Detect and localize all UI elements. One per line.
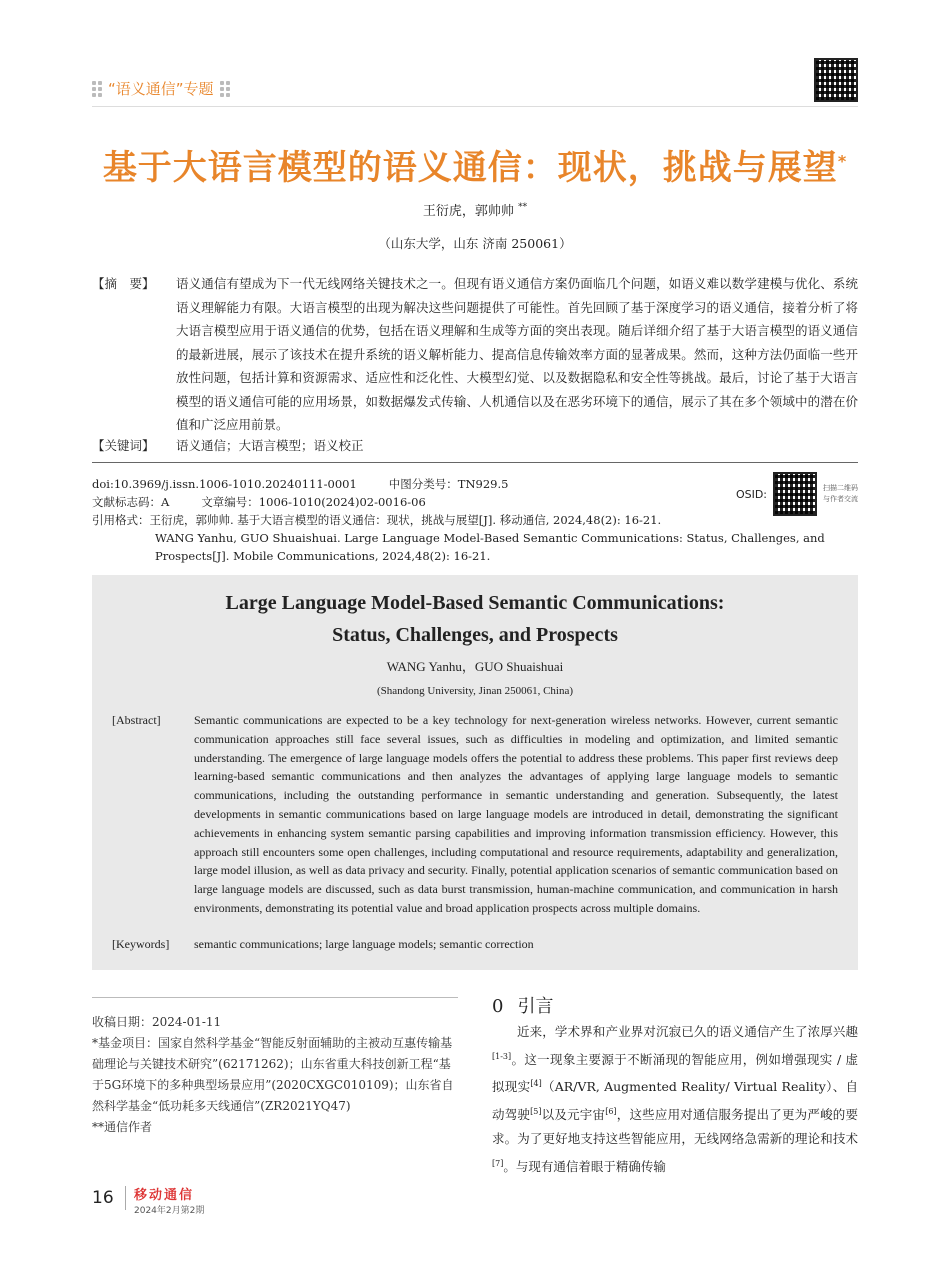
english-abstract-label: [Abstract] <box>112 713 161 727</box>
column-tag <box>92 78 230 99</box>
received-date: 收稿日期：2024-01-11 <box>92 1015 222 1029</box>
english-affiliation: (Shandong University, Jinan 250061, China) <box>376 685 574 697</box>
authors: 王衍虎，郭帅帅 ** <box>422 202 528 219</box>
citation-ref[interactable]: [4] <box>530 1079 542 1089</box>
page-title: 基于大语言模型的语义通信：现状，挑战与展望* <box>102 148 848 188</box>
doi[interactable]: doi:10.3969/j.issn.1006-1010.20240111-0001 <box>92 477 357 491</box>
english-keywords <box>112 935 838 954</box>
citation-cn: 引用格式：王衍虎，郭帅帅. 基于大语言模型的语义通信：现状，挑战与展望[J]. 移动通信, 2024,48(2): 16-21. <box>92 513 662 527</box>
footnotes <box>92 1012 458 1138</box>
osid-note-2: 与作者交流 <box>823 495 858 503</box>
page-number: 16 <box>92 1188 114 1208</box>
journal-logo <box>134 1184 204 1216</box>
abstract-cn-text: 语义通信有望成为下一代无线网络关键技术之一。但现有语义通信方案仍面临几个问题，如语义难以数学建模与优化、系统语义理解能力有限。大语言模型的出现为解决这些问题提供了可能性。首先回顾了基于深度学习的语义通信，接着分析了将大语言模型应用于语义通信的优势，包括在语义理解和生成等方面的突出表现。随后详细介绍了基于大语言模型的语义通信的最新进展，展示了该技术在提升系统的语义解析能力、提高信息传输效率方面的显著成果。然而，这种方法仍面临一些开放性问题，包括计算和资源需求、适应性和泛化性、大模型幻觉、以及数据隐私和安全性等挑战。最后，讨论了基于大语言模型的语义通信可能的应用场景，如数据爆发式传输、人机通信以及在恶劣环境下的通信，展示了其在多个领域中的潜在价值和广泛应用前景。 <box>176 276 858 432</box>
citation-ref[interactable]: [6] <box>605 1106 617 1116</box>
intro-paragraph: 近来，学术界和产业界对沉寂已久的语义通信产生了浓厚兴趣[1-3]。这一现象主要源于不断涌现的智能应用，例如增强现实 / 虚拟现实[4]（AR/VR, Augmented Reality/ Virtual Reality）、自动驾驶[5]以及元宇宙[6]，这些应用对通信服务提出了更为严峻的要求。为了更好地支持这些智能应用，无线网络急需新的理论和技术[7]。与现有通信着眼于精确传输 <box>492 1024 858 1175</box>
dots-icon <box>220 81 230 97</box>
english-keywords-label: [Keywords] <box>112 937 170 951</box>
citation-en: WANG Yanhu, GUO Shuaishuai. Large Language Model-Based Semantic Communications: Status, Challenges, and Prospects[J]. Mobile Communications, 2024,48(2): 16-21. <box>155 531 825 563</box>
citation-ref[interactable]: [7] <box>492 1158 504 1168</box>
english-authors: WANG Yanhu，GUO Shuaishuai <box>386 659 564 674</box>
doc-code: 文献标志码：A <box>92 495 170 509</box>
column-tag-text: “语义通信”专题 <box>108 80 214 98</box>
osid-qr-icon[interactable] <box>773 472 817 516</box>
meta-line-2 <box>92 493 426 511</box>
corresponding-note: **通信作者 <box>92 1120 153 1134</box>
journal-issue: 2024年2月第2期 <box>134 1206 205 1216</box>
english-title: Large Language Model-Based Semantic Communications: Status, Challenges, and Prospects <box>225 592 725 646</box>
footnote-divider <box>92 997 458 998</box>
keywords-cn-label: 【关键词】 <box>92 438 155 453</box>
keywords-cn <box>92 434 858 458</box>
journal-name: 移动通信 <box>134 1188 195 1203</box>
fund-note: *基金项目：国家自然科学基金“智能反射面辅助的主被动互惠传输基础理论与关键技术研究”(62171262)；山东省重大科技创新工程“基于5G环境下的多种典型场景应用”(2020CXGC010109)；山东省自然科学基金“低功耗多天线通信”(ZR2021YQ47) <box>92 1036 454 1113</box>
affiliation: （山东大学，山东 济南 250061） <box>378 236 572 251</box>
keywords-cn-text: 语义通信；大语言模型；语义校正 <box>176 438 364 453</box>
citation-ref[interactable]: [5] <box>530 1106 542 1116</box>
header-divider <box>92 106 858 107</box>
section-heading: 0 引言 <box>492 996 554 1017</box>
citation-ref[interactable]: [1-3] <box>492 1051 512 1061</box>
section-divider <box>92 462 858 463</box>
footer-divider <box>125 1186 126 1210</box>
english-abstract-text: Semantic communications are expected to be a key technology for next-generation wireless networks. However, current semantic communication approaches still face several issues, such as difficulties in modeling and optimization, and limited semantic understanding. The emergence of large language models offers the potential to address these problems. This paper first reviews deep learning-based semantic communications and then analyzes the advantages of applying large language models to semantic communications, including the outstanding performance in semantic understanding and generation. Subsequently, the latest developments in semantic communications based on large language models are introduced in detail, demonstrating the significant achievements in enhancing system semantic parsing capabilities and improving information transmission efficiency. However, this approach still encounters some open challenges, including computational and resource requirements, adaptability and generalization, large model illusion, as well as data privacy and security. Finally, potential application scenarios of semantic communication based on large language models are discussed, such as data burst transmission, human-machine communication, and communication in harsh environments, demonstrating its potential value and broad application prospects across multiple domains. <box>194 713 838 915</box>
osid-label: OSID: <box>735 487 767 501</box>
dots-icon <box>92 81 102 97</box>
article-no: 文章编号：1006-1010(2024)02-0016-06 <box>201 495 426 509</box>
abstract-cn <box>92 272 858 437</box>
osid-note-1: 扫描二维码 <box>823 484 858 492</box>
abstract-cn-label: 【摘 要】 <box>92 276 155 291</box>
meta-line-1 <box>92 475 508 493</box>
english-keywords-text: semantic communications; large language models; semantic correction <box>194 937 534 951</box>
clc: 中图分类号：TN929.5 <box>388 477 509 491</box>
osid <box>736 472 858 516</box>
qr-code-icon <box>814 58 858 102</box>
english-abstract <box>112 711 838 918</box>
